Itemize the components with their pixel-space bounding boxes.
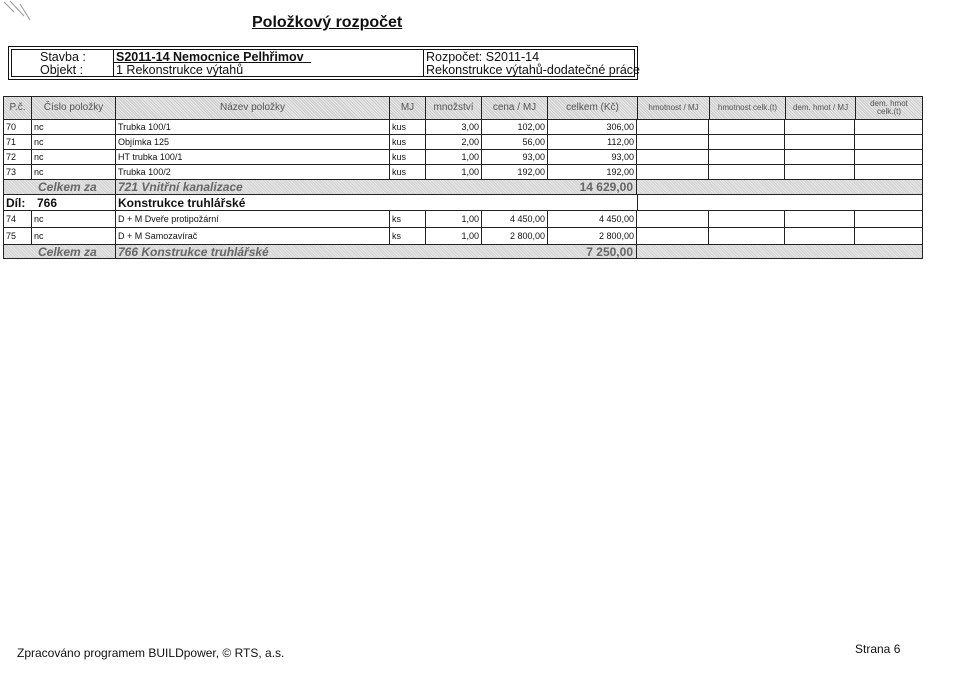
total-section-name: 721 Vnitřní kanalizace bbox=[115, 180, 547, 195]
stavba-label: Stavba : bbox=[40, 50, 86, 64]
page-title: Položkový rozpočet bbox=[252, 14, 403, 31]
cell-cislo: nc bbox=[31, 228, 115, 245]
cell-celkem: 192,00 bbox=[547, 165, 637, 180]
col-celkem-header: celkem (Kč) bbox=[547, 96, 637, 120]
cell-cena: 2 800,00 bbox=[481, 228, 547, 245]
table-row bbox=[3, 120, 923, 135]
table-row bbox=[3, 150, 923, 165]
objekt-label: Objekt : bbox=[40, 63, 84, 77]
cell-empty bbox=[855, 211, 923, 228]
total-label: Celkem za bbox=[3, 245, 115, 259]
col-dem-mj-header: dem. hmot / MJ bbox=[785, 96, 855, 120]
cell-pc: 72 bbox=[3, 150, 31, 165]
dil-code: 766 bbox=[37, 195, 115, 211]
cell-celkem: 4 450,00 bbox=[547, 211, 637, 228]
col-cislo-header: Číslo položky bbox=[31, 96, 115, 120]
cell-mnozstvi: 1,00 bbox=[425, 228, 481, 245]
cell-empty bbox=[785, 211, 855, 228]
cell-empty bbox=[855, 120, 923, 135]
col-mnozstvi-header: množství bbox=[425, 96, 481, 120]
section-header-row bbox=[3, 195, 923, 211]
cell-empty bbox=[855, 165, 923, 180]
table-row bbox=[3, 228, 923, 245]
cell-empty bbox=[709, 211, 785, 228]
cell-nazev: D + M Samozavírač bbox=[115, 228, 389, 245]
cell-mj: kus bbox=[389, 135, 425, 150]
cell-cena: 4 450,00 bbox=[481, 211, 547, 228]
cell-empty bbox=[855, 228, 923, 245]
cell-empty bbox=[637, 150, 709, 165]
cell-empty bbox=[637, 211, 709, 228]
section-total-row bbox=[3, 180, 923, 195]
cell-mj: kus bbox=[389, 150, 425, 165]
table-header-row bbox=[3, 96, 923, 120]
cell-mj: kus bbox=[389, 165, 425, 180]
col-hmotnost-mj-header: hmotnost / MJ bbox=[637, 96, 709, 120]
cell-empty bbox=[637, 135, 709, 150]
cell-mj: ks bbox=[389, 211, 425, 228]
cell-cislo: nc bbox=[31, 165, 115, 180]
cell-nazev: Trubka 100/1 bbox=[115, 120, 389, 135]
dil-empty bbox=[637, 195, 923, 211]
cell-nazev: Trubka 100/2 bbox=[115, 165, 389, 180]
cell-mnozstvi: 1,00 bbox=[425, 150, 481, 165]
total-value: 14 629,00 bbox=[547, 180, 637, 195]
cell-mnozstvi: 3,00 bbox=[425, 120, 481, 135]
cell-empty bbox=[855, 135, 923, 150]
col-pc-header: P.č. bbox=[3, 96, 31, 120]
cell-empty bbox=[709, 135, 785, 150]
total-value: 7 250,00 bbox=[547, 245, 637, 259]
table-row bbox=[3, 211, 923, 228]
objekt-value: 1 Rekonstrukce výtahů bbox=[116, 63, 244, 77]
cell-empty bbox=[785, 120, 855, 135]
col-dem-celk-header bbox=[855, 96, 923, 120]
table-row bbox=[3, 135, 923, 150]
cell-empty bbox=[637, 120, 709, 135]
cell-celkem: 93,00 bbox=[547, 150, 637, 165]
cell-celkem: 112,00 bbox=[547, 135, 637, 150]
rozpocet-label: Rozpočet: S2011-14 bbox=[426, 50, 540, 64]
page-number: Strana 6 bbox=[855, 642, 901, 656]
cell-empty bbox=[637, 165, 709, 180]
cell-cena: 192,00 bbox=[481, 165, 547, 180]
rozpocet-value: Rekonstrukce výtahů-dodatečné práce bbox=[426, 63, 641, 77]
cell-nazev: HT trubka 100/1 bbox=[115, 150, 389, 165]
cell-celkem: 306,00 bbox=[547, 120, 637, 135]
total-empty bbox=[637, 245, 923, 259]
cell-mnozstvi: 1,00 bbox=[425, 211, 481, 228]
stavba-value: S2011-14 Nemocnice Pelhřimov bbox=[116, 50, 304, 64]
cell-celkem: 2 800,00 bbox=[547, 228, 637, 245]
cell-empty bbox=[785, 165, 855, 180]
table-row bbox=[3, 165, 923, 180]
cell-empty bbox=[785, 150, 855, 165]
cell-mnozstvi: 2,00 bbox=[425, 135, 481, 150]
corner-mark-graphic bbox=[0, 0, 40, 32]
cell-mj: ks bbox=[389, 228, 425, 245]
header-divider bbox=[423, 49, 424, 76]
cell-pc: 71 bbox=[3, 135, 31, 150]
col-hmotnost-celk-header: hmotnost celk.(t) bbox=[709, 96, 785, 120]
cell-empty bbox=[637, 228, 709, 245]
cell-empty bbox=[709, 120, 785, 135]
col-mj-header: MJ bbox=[389, 96, 425, 120]
cell-empty bbox=[785, 135, 855, 150]
cell-cena: 102,00 bbox=[481, 120, 547, 135]
cell-mnozstvi: 1,00 bbox=[425, 165, 481, 180]
col-nazev-header: Název položky bbox=[115, 96, 389, 120]
cell-empty bbox=[709, 165, 785, 180]
total-section-name: 766 Konstrukce truhlářské bbox=[115, 245, 547, 259]
cell-cena: 93,00 bbox=[481, 150, 547, 165]
total-label: Celkem za bbox=[3, 180, 115, 195]
section-total-row bbox=[3, 245, 923, 259]
col-dem-celk-line2: celk.(t) bbox=[877, 107, 901, 116]
dil-name: Konstrukce truhlářské bbox=[115, 195, 637, 211]
cell-cena: 56,00 bbox=[481, 135, 547, 150]
cell-nazev: Objímka 125 bbox=[115, 135, 389, 150]
cell-cislo: nc bbox=[31, 150, 115, 165]
col-dem-celk-line1: dem. hmot bbox=[870, 99, 908, 108]
cell-empty bbox=[855, 150, 923, 165]
cell-empty bbox=[785, 228, 855, 245]
cell-cislo: nc bbox=[31, 135, 115, 150]
cell-cislo: nc bbox=[31, 120, 115, 135]
total-empty bbox=[637, 180, 923, 195]
cell-pc: 75 bbox=[3, 228, 31, 245]
cell-pc: 74 bbox=[3, 211, 31, 228]
cell-empty bbox=[709, 228, 785, 245]
cell-mj: kus bbox=[389, 120, 425, 135]
dil-label: Díl: bbox=[3, 195, 37, 211]
cell-pc: 73 bbox=[3, 165, 31, 180]
col-cena-header: cena / MJ bbox=[481, 96, 547, 120]
cell-cislo: nc bbox=[31, 211, 115, 228]
cell-nazev: D + M Dveře protipožární bbox=[115, 211, 389, 228]
footer-credit: Zpracováno programem BUILDpower, © RTS, a.s. bbox=[17, 646, 285, 660]
cell-pc: 70 bbox=[3, 120, 31, 135]
cell-empty bbox=[709, 150, 785, 165]
